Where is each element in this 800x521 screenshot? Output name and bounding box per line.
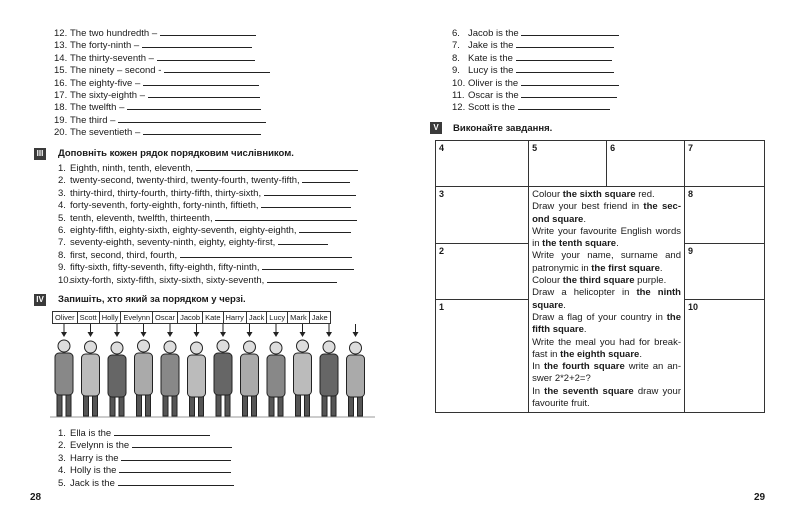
answer-blank[interactable]: [518, 101, 610, 110]
exercise-row: [58, 199, 351, 211]
task-instruction: Draw your best friend in the sec-ond square.: [532, 201, 681, 225]
row-text: seventy-eighth, seventy-ninth, eighty, eighty-first,: [70, 237, 278, 249]
row-number: 5.: [58, 477, 66, 489]
answer-blank[interactable]: [196, 162, 358, 171]
exercise-row: [58, 427, 210, 439]
exercise-row: [58, 212, 357, 224]
row-text: Jake is the: [468, 40, 517, 52]
person-figure: [347, 324, 365, 416]
exercise-row: [58, 162, 358, 174]
answer-blank[interactable]: [262, 261, 354, 270]
row-text: Holly is the: [70, 465, 120, 477]
person-figure: [188, 324, 206, 416]
row-number: 10.: [58, 274, 72, 286]
queue-name-label: Oscar: [152, 311, 178, 324]
exercise-row: [452, 39, 614, 51]
row-number: 17.: [54, 90, 68, 101]
row-number: 9.: [452, 65, 460, 77]
task-instruction: Write your name, surname and patronymic in the first square.: [532, 250, 681, 274]
task-instruction: Write the meal you had for break-fast in the eighth square.: [532, 336, 681, 360]
queue-name-label: Holly: [99, 311, 122, 324]
answer-blank[interactable]: [148, 89, 260, 98]
answer-blank[interactable]: [299, 224, 351, 233]
row-text: twenty-second, twenty-third, twenty-fourth, twenty-fifth,: [70, 175, 303, 187]
section-badge-iv: IV: [34, 294, 46, 306]
queue-name-label: Mark: [287, 311, 310, 324]
answer-blank[interactable]: [521, 27, 619, 36]
row-text: Ella is the: [70, 428, 114, 439]
answer-blank[interactable]: [180, 249, 352, 258]
answer-blank[interactable]: [164, 64, 270, 73]
exercise-row: [58, 261, 354, 273]
row-number: 12.: [452, 102, 466, 114]
queue-name-label: Kate: [202, 311, 223, 324]
row-number: 7.: [58, 237, 66, 249]
exercise-row: [54, 89, 260, 101]
answer-blank[interactable]: [264, 187, 356, 196]
answer-blank[interactable]: [278, 236, 328, 245]
row-text: The twelfth –: [70, 102, 128, 114]
exercise-row: [58, 464, 231, 476]
exercise-row: [58, 439, 232, 451]
row-text: The sixty-eighth –: [70, 90, 148, 101]
queue-name-label: Harry: [223, 311, 247, 324]
row-text: Jacob is the: [468, 28, 522, 39]
exercise-row: [452, 64, 614, 76]
section-title-iv: Запишіть, хто який за порядком у черзі.: [58, 294, 246, 305]
answer-blank[interactable]: [521, 89, 617, 98]
grid-cell-6[interactable]: 6: [607, 141, 685, 187]
row-number: 2.: [58, 175, 66, 187]
row-number: 5.: [58, 212, 66, 224]
grid-cell-7[interactable]: 7: [685, 141, 765, 187]
task-instruction: In the seventh square draw your favourite fruit.: [532, 385, 681, 410]
row-number: 1.: [58, 428, 66, 439]
task-grid: [435, 140, 765, 413]
task-instruction: Draw a flag of your country in the fifth square.: [532, 311, 681, 336]
exercise-row: [54, 27, 256, 39]
task-instruction: In the fourth square write an an-swer 2*2+2=?: [532, 361, 682, 385]
row-text: The two hundredth –: [70, 28, 160, 39]
task-instructions: [529, 187, 685, 413]
grid-cell-9[interactable]: 9: [685, 243, 765, 300]
row-text: The forty-ninth –: [70, 40, 142, 52]
row-number: 18.: [54, 102, 68, 114]
row-text: Eighth, ninth, tenth, eleventh,: [70, 163, 196, 174]
section-title-iii: Доповніть кожен рядок порядковим числівником.: [58, 148, 294, 159]
queue-name-label: Lucy: [266, 311, 288, 324]
answer-blank[interactable]: [157, 52, 255, 61]
exercise-row: [54, 101, 261, 113]
row-number: 3.: [58, 452, 66, 464]
row-number: 8.: [58, 249, 66, 261]
answer-blank[interactable]: [119, 464, 231, 473]
row-text: The eighty-five –: [70, 77, 143, 89]
answer-blank[interactable]: [121, 452, 231, 461]
queue-name-label: Oliver: [52, 311, 78, 324]
row-text: Kate is the: [468, 52, 516, 64]
row-text: The third –: [70, 114, 119, 126]
answer-blank[interactable]: [516, 64, 614, 73]
row-text: forty-seventh, forty-eighth, forty-ninth, fiftieth,: [70, 200, 262, 212]
person-figure: [55, 324, 73, 416]
section-badge-iii: III: [34, 148, 46, 160]
answer-blank[interactable]: [114, 427, 210, 436]
exercise-row: [54, 52, 255, 64]
row-number: 16.: [54, 77, 68, 89]
answer-blank[interactable]: [118, 477, 234, 486]
person-figure: [214, 324, 232, 416]
answer-blank[interactable]: [516, 39, 614, 48]
answer-blank[interactable]: [132, 439, 232, 448]
queue-name-label: Jack: [246, 311, 267, 324]
exercise-row: [58, 249, 352, 261]
row-text: Oscar is the: [468, 90, 522, 101]
row-number: 2.: [58, 440, 66, 452]
answer-blank[interactable]: [215, 212, 357, 221]
row-text: The ninety – second -: [70, 65, 164, 77]
answer-blank[interactable]: [302, 174, 350, 183]
exercise-row: [58, 477, 234, 489]
exercise-row: [58, 274, 337, 286]
row-number: 3.: [58, 187, 66, 199]
row-number: 10.: [452, 77, 466, 89]
person-figure: [108, 324, 126, 416]
exercise-row: [54, 64, 270, 76]
grid-cell-10[interactable]: 10: [685, 300, 765, 413]
row-text: The seventieth –: [70, 127, 143, 139]
answer-blank[interactable]: [142, 39, 252, 48]
person-figure: [135, 324, 153, 416]
exercise-row: [58, 187, 356, 199]
task-instruction: Write your favourite English words in the tenth square.: [532, 225, 681, 250]
row-text: Evelynn is the: [70, 440, 132, 452]
row-number: 4.: [58, 465, 66, 477]
grid-cell-1[interactable]: 1: [436, 300, 529, 413]
row-text: eighty-fifth, eighty-sixth, eighty-seventh, eighty-eighth,: [70, 225, 300, 236]
row-text: fifty-sixth, fifty-seventh, fifty-eighth, fifty-ninth,: [70, 262, 263, 274]
exercise-row: [452, 89, 617, 101]
answer-blank[interactable]: [261, 199, 351, 208]
answer-blank[interactable]: [118, 114, 266, 123]
exercise-row: [58, 224, 351, 236]
exercise-row: [58, 174, 350, 186]
grid-cell-8[interactable]: 8: [685, 187, 765, 244]
row-text: sixty-forth, sixty-fifth, sixty-sixth, sixty-seventh,: [70, 274, 267, 286]
exercise-row: [54, 114, 266, 126]
row-text: Harry is the: [70, 452, 122, 464]
answer-blank[interactable]: [143, 77, 259, 86]
section-title-v: Виконайте завдання.: [453, 123, 553, 134]
queue-name-label: Jake: [309, 311, 331, 324]
row-number: 13.: [54, 40, 68, 52]
queue-name-label: Scott: [77, 311, 100, 324]
exercise-row: [452, 101, 610, 113]
task-instruction: Draw a helicopter in the ninth square.: [532, 287, 681, 311]
row-number: 12.: [54, 28, 68, 39]
exercise-row: [54, 77, 259, 89]
answer-blank[interactable]: [516, 52, 612, 61]
row-text: Lucy is the: [468, 65, 517, 77]
row-number: 6.: [58, 225, 66, 236]
row-number: 20.: [54, 127, 68, 139]
exercise-row: [58, 236, 328, 248]
answer-blank[interactable]: [143, 126, 261, 135]
row-text: The thirty-seventh –: [70, 52, 157, 64]
exercise-row: [452, 27, 619, 39]
row-number: 15.: [54, 65, 68, 77]
section-badge-v: V: [430, 122, 442, 134]
task-instruction: Colour the third square purple.: [532, 275, 667, 287]
row-number: 7.: [452, 40, 460, 52]
row-number: 14.: [54, 52, 68, 64]
answer-blank[interactable]: [127, 101, 261, 110]
grid-cell-4[interactable]: 4: [436, 141, 529, 187]
exercise-row: [452, 77, 619, 89]
row-number: 19.: [54, 114, 68, 126]
queue-name-labels: [52, 311, 330, 324]
person-figure: [294, 324, 312, 416]
exercise-row: [452, 52, 612, 64]
queue-name-label: Evelynn: [120, 311, 153, 324]
person-figure: [267, 324, 285, 416]
grid-cell-5[interactable]: 5: [529, 141, 607, 187]
row-number: 11.: [452, 90, 465, 101]
exercise-row: [58, 452, 231, 464]
queue-illustration: [50, 324, 375, 420]
exercise-row: [54, 39, 252, 51]
row-text: first, second, third, fourth,: [70, 249, 180, 261]
page-number-right: 29: [754, 492, 766, 503]
row-text: Oliver is the: [468, 77, 521, 89]
row-number: 4.: [58, 200, 66, 212]
grid-cell-2[interactable]: 2: [436, 243, 529, 300]
row-number: 9.: [58, 262, 66, 274]
person-figure: [241, 324, 259, 416]
row-number: 8.: [452, 52, 460, 64]
row-text: Scott is the: [468, 102, 518, 114]
answer-blank[interactable]: [267, 274, 337, 283]
answer-blank[interactable]: [160, 27, 256, 36]
person-figure: [320, 324, 338, 416]
page-number-left: 28: [30, 492, 42, 503]
row-number: 6.: [452, 28, 460, 39]
queue-name-label: Jacob: [177, 311, 203, 324]
task-instruction: Colour the sixth square red.: [532, 189, 655, 200]
row-number: 1.: [58, 163, 66, 174]
exercise-row: [54, 126, 261, 138]
row-text: tenth, eleventh, twelfth, thirteenth,: [70, 212, 216, 224]
grid-cell-3[interactable]: 3: [436, 187, 529, 244]
person-figure: [82, 324, 100, 416]
answer-blank[interactable]: [521, 77, 619, 86]
person-figure: [161, 324, 179, 416]
row-text: Jack is the: [70, 477, 118, 489]
row-text: thirty-third, thirty-fourth, thirty-fifth, thirty-sixth,: [70, 187, 264, 199]
